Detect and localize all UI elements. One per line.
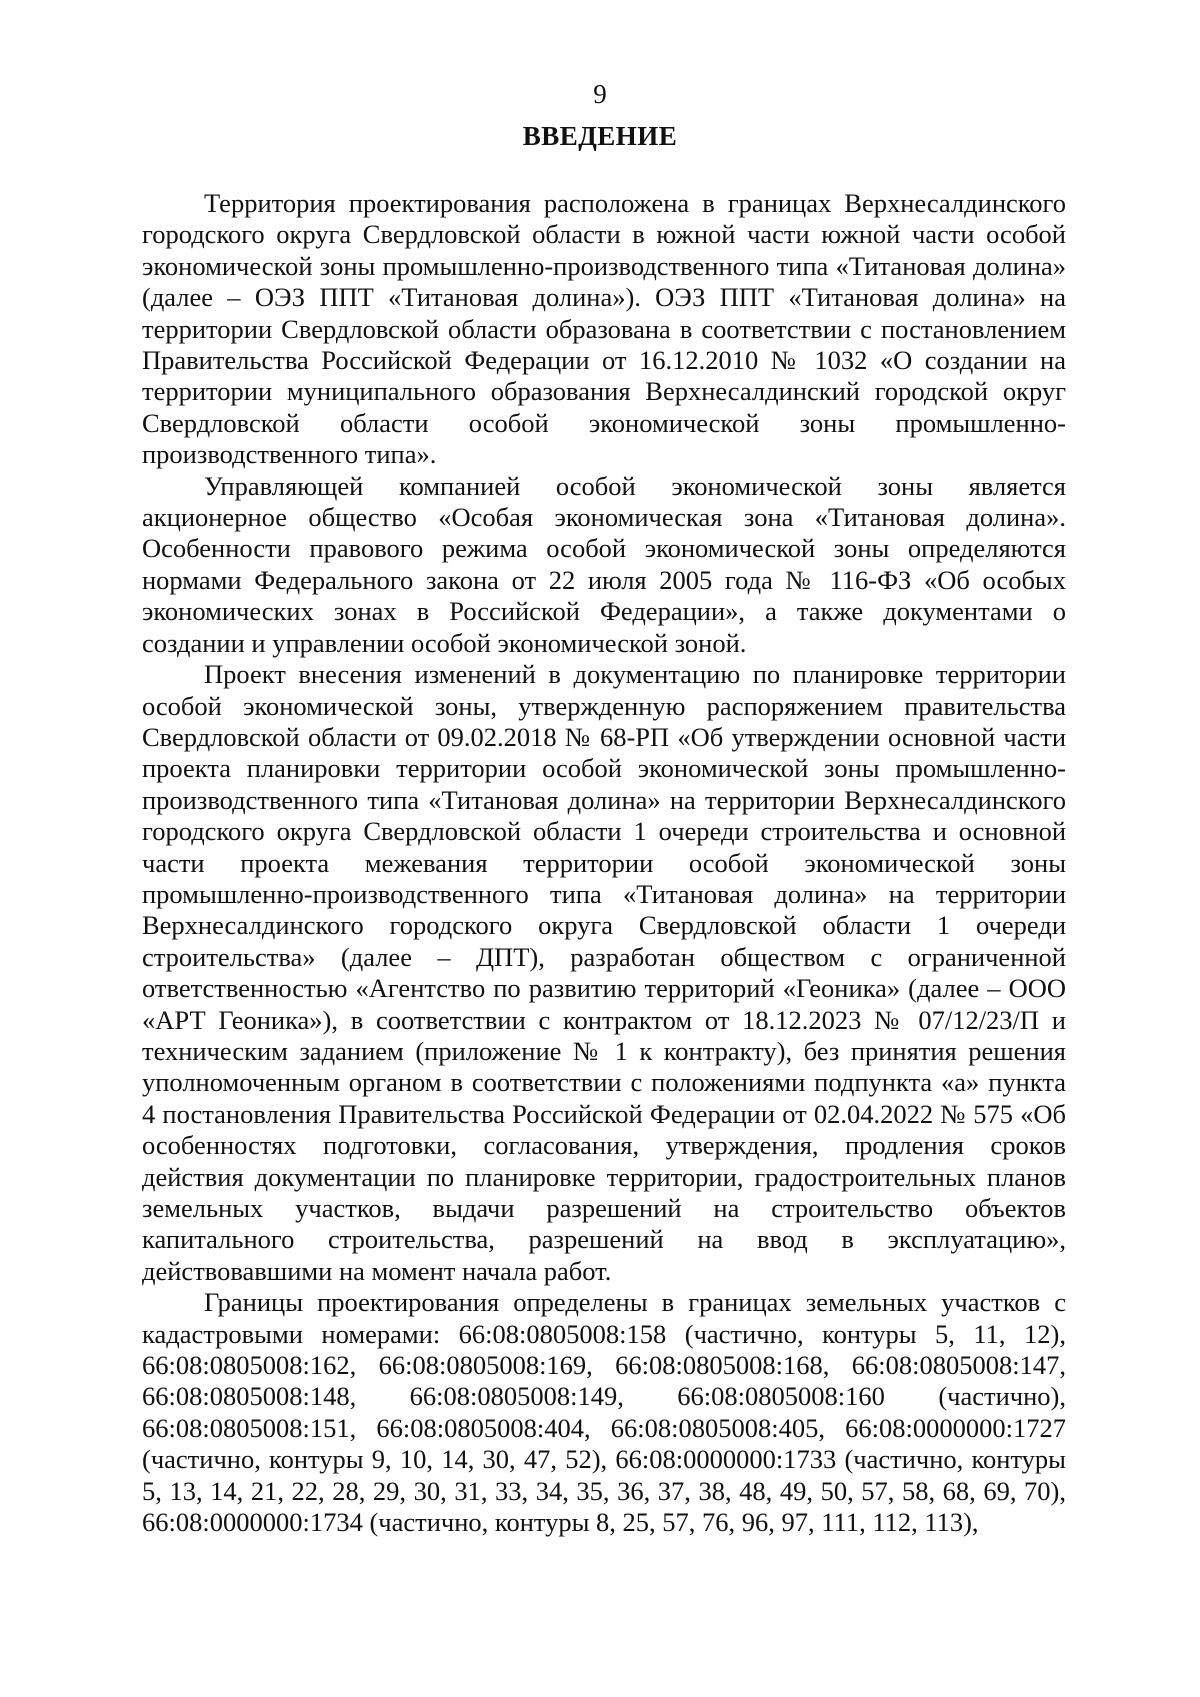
- paragraph-project-amendments: Проект внесения изменений в документацию по планировке территории особой экономической зоны, утвержденную распоряжением правительства Свердловской области от 09.02.2018 № 68-РП «Об утверждении основной части проекта планировки территории особой экономической зоны промышленно-производственного типа «Титановая долина» на территории Верхнесалдинского городского округа Свердловской области 1 очереди строительства и основной части проекта межевания территории особой экономической зоны промышленно-производственного типа «Титановая долина» на территории Верхнесалдинского городского округа Свердловской области 1 очереди строительства» (далее – ДПТ), разработан обществом с ограниченной ответственностью «Агентство по развитию территорий «Геоника» (далее – ООО «АРТ Геоника»), в соответствии с контрактом от 18.12.2023 № 07/12/23/П и техническим заданием (приложение № 1 к контракту), без принятия решения уполномоченным органом в соответствии с положениями подпункта «а» пункта 4 постановления Правительства Российской Федерации от 02.04.2022 № 575 «Об особенностях подготовки, согласования, утверждения, продления сроков действия документации по планировке территории, градостроительных планов земельных участков, выдачи разрешений на строительство объектов капитального строительства, разрешений на ввод в эксплуатацию», действовавшими на момент начала работ.: [142, 659, 1066, 1286]
- body-text: [142, 188, 1066, 1538]
- paragraph-management-company: Управляющей компанией особой экономической зоны является акционерное общество «Особая экономическая зона «Титановая долина». Особенности правового режима особой экономической зоны определяются нормами Федерального закона от 22 июля 2005 года № 116-ФЗ «Об особых экономических зонах в Российской Федерации», а также документами о создании и управлении особой экономической зоной.: [142, 470, 1066, 658]
- paragraph-design-boundaries: Границы проектирования определены в границах земельных участков с кадастровыми номерами: 66:08:0805008:158 (частично, контуры 5, 11, 12), 66:08:0805008:162, 66:08:0805008:169, 66:08:0805008:168, 66:08:0805008:147, 66:08:0805008:148, 66:08:0805008:149, 66:08:0805008:160 (частично), 66:08:0805008:151, 66:08:0805008:404, 66:08:0805008:405, 66:08:0000000:1727 (частично, контуры 9, 10, 14, 30, 47, 52), 66:08:0000000:1733 (частично, контуры 5, 13, 14, 21, 22, 28, 29, 30, 31, 33, 34, 35, 36, 37, 38, 48, 49, 50, 57, 58, 68, 69, 70), 66:08:0000000:1734 (частично, контуры 8, 25, 57, 76, 96, 97, 111, 112, 113),: [142, 1287, 1066, 1538]
- section-title: ВВЕДЕНИЕ: [522, 121, 678, 151]
- paragraph-territory: Территория проектирования расположена в границах Верхнесалдинского городского округа Свердловской области в южной части южной части особой экономической зоны промышленно-производственного типа «Титановая долина» (далее – ОЭЗ ППТ «Титановая долина»). ОЭЗ ППТ «Титановая долина» на территории Свердловской области образована в соответствии с постановлением Правительства Российской Федерации от 16.12.2010 № 1032 «О создании на территории муниципального образования Верхнесалдинский городской округ Свердловской области особой экономической зоны промышленно-производственного типа».: [142, 188, 1066, 470]
- page-number: 9: [593, 79, 607, 109]
